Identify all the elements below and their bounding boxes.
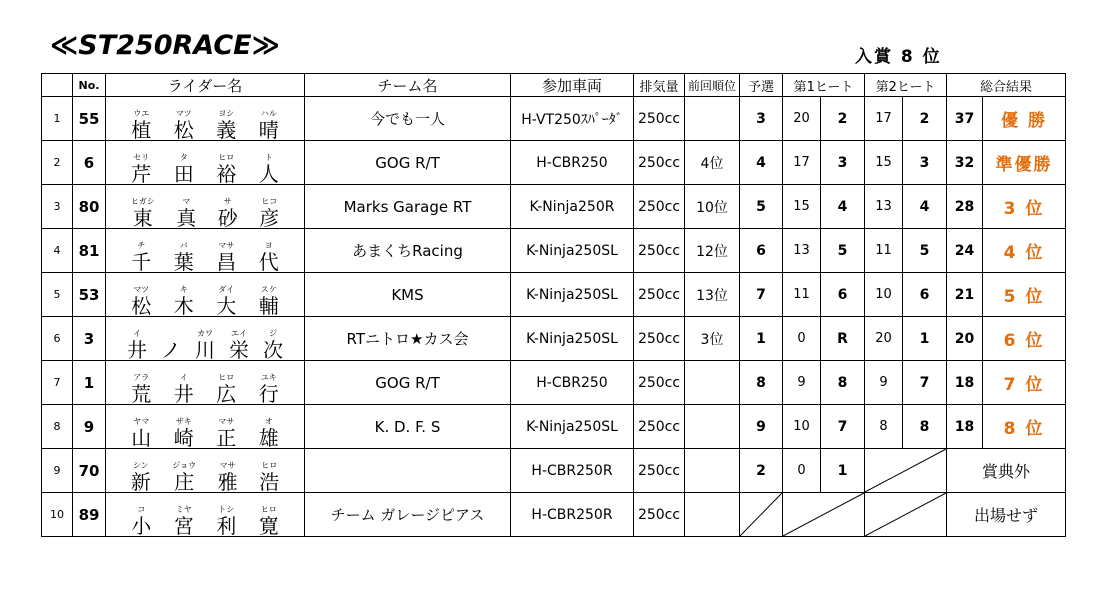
rider-kanji: ノ [161,338,181,361]
header-overall: 総合結果 [947,74,1066,97]
rider-char [174,242,194,272]
diagonal-strike [740,493,782,536]
rider-char [174,374,194,404]
rider-furigana: ヒロ [218,153,235,162]
heat2-points: 13 [865,185,903,229]
vehicle: H-CBR250 [511,141,634,185]
total-points: 28 [947,185,983,229]
rider-furigana: ジョウ [172,461,197,470]
race-number: 89 [73,493,106,537]
vehicle: H-CBR250 [511,361,634,405]
heat1-points: 17 [783,141,821,185]
rider-char [259,506,279,536]
rider-char [216,242,236,272]
rider-furigana: ヨ [264,241,273,250]
header-prev: 前回順位 [685,74,740,97]
rider-kanji: 雅 [217,470,238,493]
row-number: 10 [42,493,73,537]
displacement: 250cc [634,141,685,185]
heat2-empty [865,449,947,493]
rider-furigana: ヒガシ [130,197,155,206]
rider-char [229,330,249,360]
rider-char [131,374,151,404]
rider-kanji: 代 [258,250,279,273]
rider-char [259,374,279,404]
rider-char [259,110,279,140]
heat1-points: 0 [783,317,821,361]
rider-furigana: チ [137,241,146,250]
qualifying: 1 [740,317,783,361]
heat1-points: 11 [783,273,821,317]
row-number: 7 [42,361,73,405]
rider-kanji: 義 [216,118,237,141]
rider-furigana: マサ [218,417,235,426]
heat2-points: 17 [865,97,903,141]
rider-kanji: 栄 [229,338,249,361]
heat1-points: 13 [783,229,821,273]
rider-furigana: アラ [133,373,150,382]
rider-kanji: 川 [195,338,215,361]
heat2-empty [865,493,947,537]
header-qual: 予選 [740,74,783,97]
rider-kanji: 行 [258,382,279,405]
rider-name-chars [106,141,304,184]
heat1-position: R [821,317,865,361]
rider-char [131,462,151,492]
displacement: 250cc [634,449,685,493]
overall-place: 7 位 [983,361,1066,405]
rider-furigana: タ [179,153,188,162]
rider-char [259,418,279,448]
displacement: 250cc [634,185,685,229]
heat1-position: 8 [821,361,865,405]
qualifying: 7 [740,273,783,317]
heat2-points: 8 [865,405,903,449]
total-points: 20 [947,317,983,361]
overall-place: 5 位 [983,273,1066,317]
qualifying [740,493,783,537]
heat1-points: 10 [783,405,821,449]
rider-furigana: サ [223,197,232,206]
page-title: ≪ST250RACE≫ [50,30,280,61]
table-row [42,229,1066,273]
overall-place: 3 位 [983,185,1066,229]
rider-char [216,110,236,140]
rider-char [131,286,151,316]
rider-char [216,418,236,448]
heat2-position: 2 [903,97,947,141]
table-row [42,493,1066,537]
rider-name-chars [106,185,304,228]
previous-rank: 3位 [685,317,740,361]
qualifying: 6 [740,229,783,273]
rider-furigana: シン [132,461,149,470]
rider-char [174,154,194,184]
rider-kanji: 晴 [258,118,279,141]
overall-place: 準優勝 [983,141,1066,185]
rider-char [216,374,236,404]
row-number: 2 [42,141,73,185]
table-row [42,185,1066,229]
rider-kanji: 正 [216,426,237,449]
previous-rank: 4位 [685,141,740,185]
rider-furigana: イ [179,373,188,382]
rider-kanji: 次 [263,338,283,361]
rider-char [263,330,283,360]
heat2-points: 15 [865,141,903,185]
vehicle: K-Ninja250SL [511,405,634,449]
previous-rank: 13位 [685,273,740,317]
rider-kanji: 小 [131,514,152,537]
overall-place: 6 位 [983,317,1066,361]
rider-furigana: セリ [133,153,150,162]
rider-kanji: 人 [258,162,279,185]
total-points: 18 [947,361,983,405]
team-name [305,449,511,493]
heat1-empty [783,493,865,537]
row-number: 5 [42,273,73,317]
rider-kanji: 松 [173,118,194,141]
team-name: GOG R/T [305,141,511,185]
vehicle: H-CBR250R [511,449,634,493]
diagonal-strike [865,493,946,536]
rider-kanji: 山 [131,426,152,449]
heat2-position: 8 [903,405,947,449]
total-points: 37 [947,97,983,141]
results-table [41,73,1066,537]
rider-char [216,506,236,536]
rider-name-chars [106,449,304,492]
rider-char [259,286,279,316]
rider-char [174,286,194,316]
overall-result: 出場せず [947,493,1066,537]
rider-furigana: マサ [219,461,236,470]
rider-char [259,462,279,492]
rider-char [176,198,196,228]
row-number: 1 [42,97,73,141]
rider-kanji: 井 [173,382,194,405]
heat1-points: 20 [783,97,821,141]
total-points: 21 [947,273,983,317]
header-heat1: 第1ヒート [783,74,865,97]
diagonal-strike [783,493,864,536]
rider-kanji: 木 [173,294,194,317]
qualifying: 4 [740,141,783,185]
rider-kanji: 大 [216,294,237,317]
rider-kanji: 東 [132,206,153,229]
header-cc: 排気量 [634,74,685,97]
rider-name [106,97,305,141]
heat1-position: 1 [821,449,865,493]
heat2-position: 1 [903,317,947,361]
rider-furigana: ヒロ [260,505,277,514]
heat2-position: 3 [903,141,947,185]
heat2-points: 10 [865,273,903,317]
heat1-position: 3 [821,141,865,185]
vehicle: K-Ninja250SL [511,229,634,273]
rider-furigana: オ [264,417,273,426]
rider-char [161,330,181,360]
previous-rank [685,405,740,449]
rider-kanji: 利 [216,514,237,537]
race-number: 9 [73,405,106,449]
rider-char [259,242,279,272]
rider-furigana: ヒコ [261,197,278,206]
table-row [42,405,1066,449]
rider-furigana: キ [179,285,188,294]
rider-furigana: エイ [231,329,247,338]
team-name: チーム ガレージピアス [305,493,511,537]
rider-furigana: バ [179,241,188,250]
qualifying: 3 [740,97,783,141]
table-row [42,141,1066,185]
heat1-points: 0 [783,449,821,493]
rider-char [131,242,151,272]
rider-char [172,462,196,492]
rider-furigana: ダイ [218,285,235,294]
rider-kanji: 井 [127,338,147,361]
heat1-points: 9 [783,361,821,405]
rider-char [259,198,279,228]
rider-char [131,198,155,228]
rider-kanji: 荒 [131,382,152,405]
header-row-number [42,74,73,97]
header-rider: ライダー名 [106,74,305,97]
rider-name-chars [106,361,304,404]
heat1-position: 5 [821,229,865,273]
race-number: 6 [73,141,106,185]
rider-furigana: ヨシ [218,109,235,118]
overall-place: 4 位 [983,229,1066,273]
heat2-points: 20 [865,317,903,361]
rider-char [131,110,151,140]
table-row [42,317,1066,361]
rider-furigana: スケ [260,285,277,294]
rider-furigana: カワ [197,329,213,338]
race-number: 55 [73,97,106,141]
rider-kanji: 雄 [258,426,279,449]
rider-name [106,273,305,317]
previous-rank: 12位 [685,229,740,273]
rider-name [106,405,305,449]
rider-kanji: 田 [173,162,194,185]
rider-name [106,185,305,229]
rider-kanji: 芹 [131,162,152,185]
rider-name [106,141,305,185]
row-number: 3 [42,185,73,229]
rider-char [216,286,236,316]
rider-kanji: 寛 [258,514,279,537]
displacement: 250cc [634,97,685,141]
table-row [42,273,1066,317]
rider-kanji: 千 [131,250,152,273]
heat1-points: 15 [783,185,821,229]
rider-furigana: ユキ [260,373,277,382]
rider-furigana: マツ [133,285,150,294]
previous-rank [685,361,740,405]
header-heat2: 第2ヒート [865,74,947,97]
displacement: 250cc [634,317,685,361]
rider-name-chars [106,317,304,360]
heat2-position: 7 [903,361,947,405]
rider-name-chars [106,229,304,272]
rider-char [174,506,194,536]
displacement: 250cc [634,493,685,537]
rider-kanji: 庄 [174,470,195,493]
table-row [42,97,1066,141]
qualifying: 5 [740,185,783,229]
previous-rank: 10位 [685,185,740,229]
row-number: 9 [42,449,73,493]
rider-kanji: 砂 [217,206,238,229]
rider-furigana: ハル [260,109,277,118]
header-no: No. [73,74,106,97]
rider-name [106,229,305,273]
vehicle: K-Ninja250SL [511,317,634,361]
previous-rank [685,449,740,493]
rider-furigana: トシ [218,505,235,514]
team-name: 今でも一人 [305,97,511,141]
diagonal-strike [865,449,946,492]
rider-char [131,506,151,536]
rider-kanji: 浩 [259,470,280,493]
rider-furigana: ヒロ [261,461,278,470]
rider-kanji: 宮 [173,514,194,537]
overall-place: 優 勝 [983,97,1066,141]
rider-name-chars [106,97,304,140]
vehicle: K-Ninja250R [511,185,634,229]
heat1-position: 7 [821,405,865,449]
rider-furigana: マ [182,197,191,206]
qualifying: 8 [740,361,783,405]
rider-char [195,330,215,360]
rider-furigana: ジ [269,329,277,338]
rider-kanji: 裕 [216,162,237,185]
race-number: 81 [73,229,106,273]
total-points: 32 [947,141,983,185]
rider-name [106,449,305,493]
prize-count: 入賞 8 位 [855,47,942,67]
race-number: 80 [73,185,106,229]
heat2-position: 6 [903,273,947,317]
rider-furigana: コ [137,505,146,514]
rider-furigana: マツ [175,109,192,118]
qualifying: 9 [740,405,783,449]
rider-char [131,418,151,448]
rider-char [259,154,279,184]
displacement: 250cc [634,229,685,273]
displacement: 250cc [634,361,685,405]
rider-kanji: 彦 [259,206,280,229]
rider-kanji: 新 [130,470,151,493]
table-row [42,449,1066,493]
displacement: 250cc [634,405,685,449]
team-name: Marks Garage RT [305,185,511,229]
team-name: RTニトロ★カス会 [305,317,511,361]
rider-name [106,361,305,405]
heat2-points: 9 [865,361,903,405]
rider-kanji: 植 [131,118,152,141]
header-vehicle: 参加車両 [511,74,634,97]
rider-furigana: ヒロ [218,373,235,382]
rider-name [106,493,305,537]
row-number: 8 [42,405,73,449]
total-points: 24 [947,229,983,273]
overall-place: 8 位 [983,405,1066,449]
rider-furigana: ザキ [175,417,192,426]
rider-name [106,317,305,361]
race-number: 70 [73,449,106,493]
rider-furigana: マサ [218,241,235,250]
rider-char [218,198,238,228]
vehicle: K-Ninja250SL [511,273,634,317]
displacement: 250cc [634,273,685,317]
vehicle: H-CBR250R [511,493,634,537]
rider-name-chars [106,493,304,536]
rider-kanji: 松 [131,294,152,317]
rider-furigana: ヤマ [133,417,150,426]
team-name: GOG R/T [305,361,511,405]
rider-furigana: ウエ [133,109,150,118]
rider-kanji: 真 [176,206,197,229]
rider-char [216,154,236,184]
heat2-points: 11 [865,229,903,273]
race-number: 1 [73,361,106,405]
total-points: 18 [947,405,983,449]
team-name: あまくちRacing [305,229,511,273]
rider-furigana: ミヤ [175,505,192,514]
row-number: 6 [42,317,73,361]
heat1-position: 6 [821,273,865,317]
heat2-position: 5 [903,229,947,273]
team-name: KMS [305,273,511,317]
rider-char [174,418,194,448]
heat2-position: 4 [903,185,947,229]
qualifying: 2 [740,449,783,493]
team-name: K. D. F. S [305,405,511,449]
rider-name-chars [106,273,304,316]
rider-char [131,154,151,184]
rider-name-chars [106,405,304,448]
row-number: 4 [42,229,73,273]
rider-furigana: ト [264,153,273,162]
race-number: 3 [73,317,106,361]
previous-rank [685,97,740,141]
rider-kanji: 昌 [216,250,237,273]
rider-furigana: イ [133,329,141,338]
heat1-position: 2 [821,97,865,141]
overall-result: 賞典外 [947,449,1066,493]
rider-char [218,462,238,492]
rider-kanji: 輔 [258,294,279,317]
rider-kanji: 葉 [173,250,194,273]
heat1-position: 4 [821,185,865,229]
header-row [42,74,1066,97]
rider-kanji: 崎 [173,426,194,449]
rider-char [174,110,194,140]
rider-kanji: 広 [216,382,237,405]
table-row [42,361,1066,405]
previous-rank [685,493,740,537]
rider-char [127,330,147,360]
header-team: チーム名 [305,74,511,97]
vehicle: H-VT250ｽﾊﾟｰﾀﾞ [511,97,634,141]
race-number: 53 [73,273,106,317]
